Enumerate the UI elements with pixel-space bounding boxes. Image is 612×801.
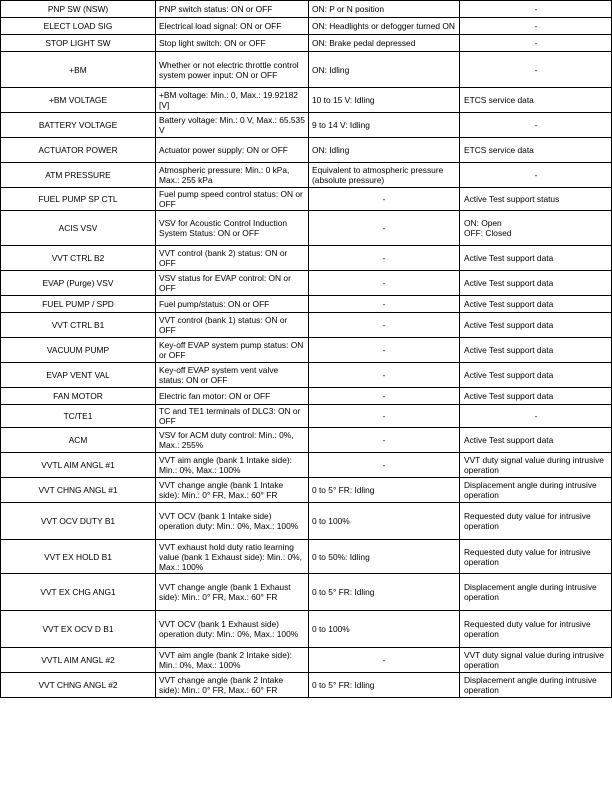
table-row xyxy=(1,1,612,18)
measurement-range-cell: VVT control (bank 2) status: ON or OFF xyxy=(156,246,309,271)
item-name-cell: ELECT LOAD SIG xyxy=(1,18,156,35)
normal-condition-cell: 0 to 5° FR: Idling xyxy=(309,574,460,611)
table-row xyxy=(1,503,612,540)
table-row xyxy=(1,163,612,188)
normal-condition-cell: - xyxy=(309,388,460,405)
measurement-range-cell: VVT change angle (bank 1 Exhaust side): Min.: 0° FR, Max.: 60° FR xyxy=(156,574,309,611)
table-row xyxy=(1,363,612,388)
table-row xyxy=(1,211,612,246)
item-name-cell: VVTL AIM ANGL #1 xyxy=(1,453,156,478)
normal-condition-cell: 0 to 100% xyxy=(309,503,460,540)
item-name-cell: EVAP (Purge) VSV xyxy=(1,271,156,296)
measurement-range-cell: Actuator power supply: ON or OFF xyxy=(156,138,309,163)
item-name-cell: STOP LIGHT SW xyxy=(1,35,156,52)
item-name-cell: PNP SW (NSW) xyxy=(1,1,156,18)
measurement-range-cell: VVT exhaust hold duty ratio learning value (bank 1 Exhaust side): Min.: 0%, Max.: 100% xyxy=(156,540,309,574)
diagnostic-note-cell: - xyxy=(460,1,612,18)
item-name-cell: VACUUM PUMP xyxy=(1,338,156,363)
normal-condition-cell: - xyxy=(309,363,460,388)
measurement-range-cell: VSV status for EVAP control: ON or OFF xyxy=(156,271,309,296)
table-row xyxy=(1,540,612,574)
measurement-range-cell: VVT control (bank 1) status: ON or OFF xyxy=(156,313,309,338)
table-row xyxy=(1,271,612,296)
measurement-range-cell: VVT change angle (bank 2 Intake side): Min.: 0° FR, Max.: 60° FR xyxy=(156,673,309,698)
diagnostic-note-cell: - xyxy=(460,405,612,428)
item-name-cell: ACM xyxy=(1,428,156,453)
diagnostic-note-cell: VVT duty signal value during intrusive operation xyxy=(460,453,612,478)
table-row xyxy=(1,478,612,503)
item-name-cell: VVT OCV DUTY B1 xyxy=(1,503,156,540)
item-name-cell: VVT EX HOLD B1 xyxy=(1,540,156,574)
diagnostic-note-cell: - xyxy=(460,35,612,52)
table-row xyxy=(1,405,612,428)
table-row xyxy=(1,313,612,338)
normal-condition-cell: 0 to 5° FR: Idling xyxy=(309,673,460,698)
table-row xyxy=(1,648,612,673)
diagnostic-note-cell: - xyxy=(460,113,612,138)
item-name-cell: ACTUATOR POWER xyxy=(1,138,156,163)
diagnostic-note-cell: Active Test support data xyxy=(460,271,612,296)
diagnostic-note-cell: Active Test support data xyxy=(460,246,612,271)
table-row xyxy=(1,138,612,163)
table-row xyxy=(1,18,612,35)
diagnostic-note-cell: Active Test support data xyxy=(460,363,612,388)
measurement-range-cell: PNP switch status: ON or OFF xyxy=(156,1,309,18)
normal-condition-cell: - xyxy=(309,453,460,478)
normal-condition-cell: ON: Idling xyxy=(309,138,460,163)
diagnostic-note-cell: Requested duty value for intrusive operation xyxy=(460,540,612,574)
item-name-cell: BATTERY VOLTAGE xyxy=(1,113,156,138)
table-row xyxy=(1,113,612,138)
diagnostic-note-cell: Displacement angle during intrusive operation xyxy=(460,478,612,503)
item-name-cell: TC/TE1 xyxy=(1,405,156,428)
normal-condition-cell: - xyxy=(309,246,460,271)
item-name-cell: FUEL PUMP / SPD xyxy=(1,296,156,313)
normal-condition-cell: 10 to 15 V: Idling xyxy=(309,88,460,113)
normal-condition-cell: 9 to 14 V: Idling xyxy=(309,113,460,138)
table-row xyxy=(1,611,612,648)
normal-condition-cell: Equivalent to atmospheric pressure (absolute pressure) xyxy=(309,163,460,188)
item-name-cell: EVAP VENT VAL xyxy=(1,363,156,388)
item-name-cell: VVT EX OCV D B1 xyxy=(1,611,156,648)
item-name-cell: VVT CHNG ANGL #1 xyxy=(1,478,156,503)
table-row xyxy=(1,52,612,88)
diagnostic-note-cell: Active Test support status xyxy=(460,188,612,211)
measurement-range-cell: Stop light switch: ON or OFF xyxy=(156,35,309,52)
measurement-range-cell: VVT OCV (bank 1 Exhaust side) operation duty: Min.: 0%, Max.: 100% xyxy=(156,611,309,648)
diagnostic-note-cell: ETCS service data xyxy=(460,88,612,113)
measurement-range-cell: TC and TE1 terminals of DLC3: ON or OFF xyxy=(156,405,309,428)
measurement-range-cell: VSV for ACM duty control: Min.: 0%, Max.: 255% xyxy=(156,428,309,453)
diagnostic-note-cell: Active Test support data xyxy=(460,338,612,363)
item-name-cell: VVTL AIM ANGL #2 xyxy=(1,648,156,673)
measurement-range-cell: VVT change angle (bank 1 Intake side): Min.: 0° FR, Max.: 60° FR xyxy=(156,478,309,503)
normal-condition-cell: - xyxy=(309,338,460,363)
measurement-range-cell: VVT aim angle (bank 2 Intake side): Min.: 0%, Max.: 100% xyxy=(156,648,309,673)
measurement-range-cell: Key-off EVAP system pump status: ON or OFF xyxy=(156,338,309,363)
item-name-cell: FAN MOTOR xyxy=(1,388,156,405)
normal-condition-cell: - xyxy=(309,405,460,428)
normal-condition-cell: ON: Headlights or defogger turned ON xyxy=(309,18,460,35)
normal-condition-cell: - xyxy=(309,271,460,296)
measurement-range-cell: VSV for Acoustic Control Induction System Status: ON or OFF xyxy=(156,211,309,246)
diagnostic-note-cell: Active Test support data xyxy=(460,388,612,405)
diagnostic-note-cell: ON: Open OFF: Closed xyxy=(460,211,612,246)
item-name-cell: FUEL PUMP SP CTL xyxy=(1,188,156,211)
normal-condition-cell: - xyxy=(309,313,460,338)
diagnostic-note-cell: Requested duty value for intrusive operation xyxy=(460,503,612,540)
diagnostic-note-cell: Active Test support data xyxy=(460,313,612,338)
measurement-range-cell: Key-off EVAP system vent valve status: ON or OFF xyxy=(156,363,309,388)
measurement-range-cell: VVT OCV (bank 1 Intake side) operation duty: Min.: 0%, Max.: 100% xyxy=(156,503,309,540)
diagnostic-note-cell: - xyxy=(460,18,612,35)
measurement-range-cell: Fuel pump/status: ON or OFF xyxy=(156,296,309,313)
measurement-range-cell: +BM voltage: Min.: 0, Max.: 19.92182 [V] xyxy=(156,88,309,113)
table-row xyxy=(1,428,612,453)
diagnostic-note-cell: Active Test support data xyxy=(460,296,612,313)
measurement-range-cell: Electric fan motor: ON or OFF xyxy=(156,388,309,405)
table-row xyxy=(1,673,612,698)
normal-condition-cell: ON: Brake pedal depressed xyxy=(309,35,460,52)
normal-condition-cell: 0 to 100% xyxy=(309,611,460,648)
measurement-range-cell: Whether or not electric throttle control system power input: ON or OFF xyxy=(156,52,309,88)
measurement-range-cell: Battery voltage: Min.: 0 V, Max.: 65.535 V xyxy=(156,113,309,138)
diagnostic-note-cell: VVT duty signal value during intrusive operation xyxy=(460,648,612,673)
item-name-cell: VVT CTRL B1 xyxy=(1,313,156,338)
normal-condition-cell: 0 to 50%: Idling xyxy=(309,540,460,574)
table-row xyxy=(1,296,612,313)
normal-condition-cell: - xyxy=(309,428,460,453)
normal-condition-cell: - xyxy=(309,648,460,673)
table-row xyxy=(1,388,612,405)
diagnostic-note-cell: - xyxy=(460,163,612,188)
item-name-cell: ACIS VSV xyxy=(1,211,156,246)
measurement-range-cell: Electrical load signal: ON or OFF xyxy=(156,18,309,35)
diagnostic-note-cell: Displacement angle during intrusive operation xyxy=(460,673,612,698)
item-name-cell: ATM PRESSURE xyxy=(1,163,156,188)
table-row xyxy=(1,246,612,271)
table-row xyxy=(1,338,612,363)
normal-condition-cell: ON: Idling xyxy=(309,52,460,88)
item-name-cell: +BM xyxy=(1,52,156,88)
table-row xyxy=(1,453,612,478)
normal-condition-cell: - xyxy=(309,188,460,211)
normal-condition-cell: - xyxy=(309,211,460,246)
item-name-cell: VVT CHNG ANGL #2 xyxy=(1,673,156,698)
table-row xyxy=(1,88,612,113)
normal-condition-cell: 0 to 5° FR: Idling xyxy=(309,478,460,503)
measurement-range-cell: Atmospheric pressure: Min.: 0 kPa, Max.: 255 kPa xyxy=(156,163,309,188)
item-name-cell: VVT CTRL B2 xyxy=(1,246,156,271)
measurement-range-cell: VVT aim angle (bank 1 Intake side): Min.: 0%, Max.: 100% xyxy=(156,453,309,478)
item-name-cell: +BM VOLTAGE xyxy=(1,88,156,113)
diagnostic-note-cell: Displacement angle during intrusive operation xyxy=(460,574,612,611)
normal-condition-cell: ON: P or N position xyxy=(309,1,460,18)
measurement-range-cell: Fuel pump speed control status: ON or OFF xyxy=(156,188,309,211)
diagnostic-note-cell: ETCS service data xyxy=(460,138,612,163)
table-row xyxy=(1,574,612,611)
table-row xyxy=(1,188,612,211)
item-name-cell: VVT EX CHG ANG1 xyxy=(1,574,156,611)
diagnostic-note-cell: - xyxy=(460,52,612,88)
table-row xyxy=(1,35,612,52)
diagnostic-note-cell: Requested duty value for intrusive operation xyxy=(460,611,612,648)
diagnostic-note-cell: Active Test support data xyxy=(460,428,612,453)
normal-condition-cell: - xyxy=(309,296,460,313)
